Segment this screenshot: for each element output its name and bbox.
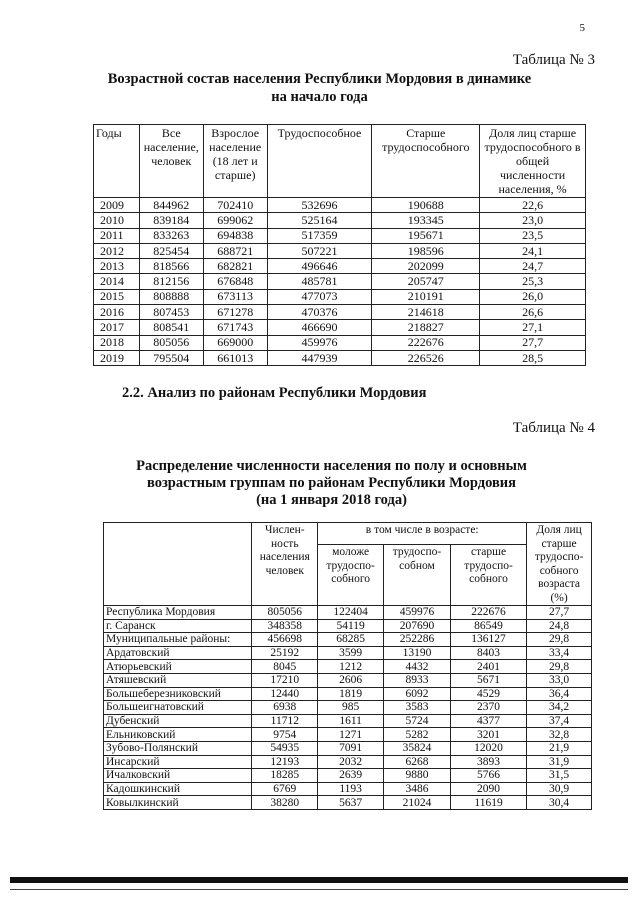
older-share-cell: 37,4 xyxy=(527,714,592,728)
older-age-cell: 3201 xyxy=(450,728,526,742)
table3 xyxy=(93,124,586,366)
older-share-cell: 31,9 xyxy=(527,755,592,769)
older-share-cell: 30,4 xyxy=(527,796,592,810)
older-age-cell: 12020 xyxy=(450,741,526,755)
district-name-cell: Ардатовский xyxy=(104,646,252,660)
older-age-cell: 193345 xyxy=(372,213,480,228)
older-age-cell: 4529 xyxy=(450,687,526,701)
table4-row xyxy=(104,633,592,647)
older-share-cell: 25,3 xyxy=(480,274,586,289)
table4-label: Таблица № 4 xyxy=(512,420,595,436)
older-age-cell: 226526 xyxy=(372,350,480,365)
older-age-cell: 11619 xyxy=(450,796,526,810)
table4-row xyxy=(104,796,592,810)
older-share-cell: 32,8 xyxy=(527,728,592,742)
total-population-cell: 833263 xyxy=(139,228,203,243)
older-age-cell: 5766 xyxy=(450,769,526,783)
population-cell: 6938 xyxy=(252,701,318,715)
district-name-cell: Ельниковский xyxy=(104,728,252,742)
table3-row xyxy=(94,305,586,320)
adult-population-cell: 699062 xyxy=(203,213,267,228)
district-name-cell: Кадошкинский xyxy=(104,782,252,796)
older-age-cell: 4377 xyxy=(450,714,526,728)
older-age-cell: 195671 xyxy=(372,228,480,243)
year-cell: 2018 xyxy=(94,335,140,350)
population-cell: 54935 xyxy=(252,741,318,755)
population-cell: 12440 xyxy=(252,687,318,701)
table4-row xyxy=(104,619,592,633)
table3-row xyxy=(94,213,586,228)
working-age-cell: 532696 xyxy=(267,198,372,213)
younger-age-cell: 985 xyxy=(318,701,384,715)
older-share-cell: 28,5 xyxy=(480,350,586,365)
working-age-cell: 477073 xyxy=(267,289,372,304)
older-age-cell: 190688 xyxy=(372,198,480,213)
total-population-cell: 808541 xyxy=(139,320,203,335)
older-share-cell: 29,8 xyxy=(527,660,592,674)
table4-title-line1: Распределение численности населения по полу и основным xyxy=(136,458,527,474)
table3-header-working: Трудоспособное xyxy=(267,125,372,198)
working-age-cell: 252286 xyxy=(384,633,451,647)
year-cell: 2014 xyxy=(94,274,140,289)
table3-row xyxy=(94,350,586,365)
working-age-cell: 35824 xyxy=(384,741,451,755)
table3-row xyxy=(94,243,586,258)
total-population-cell: 839184 xyxy=(139,213,203,228)
table4-header-share: Доля лиц старше трудоспо-собного возраста (%) xyxy=(527,523,592,606)
adult-population-cell: 676848 xyxy=(203,274,267,289)
page-number: 5 xyxy=(579,22,585,34)
table3-header-older: Старше трудоспособного xyxy=(372,125,480,198)
population-cell: 18285 xyxy=(252,769,318,783)
older-share-cell: 29,8 xyxy=(527,633,592,647)
adult-population-cell: 669000 xyxy=(203,335,267,350)
year-cell: 2013 xyxy=(94,259,140,274)
year-cell: 2017 xyxy=(94,320,140,335)
older-share-cell: 31,5 xyxy=(527,769,592,783)
district-name-cell: Атяшевский xyxy=(104,673,252,687)
older-age-cell: 136127 xyxy=(450,633,526,647)
younger-age-cell: 2032 xyxy=(318,755,384,769)
district-name-cell: Ковылкинский xyxy=(104,796,252,810)
district-name-cell: Муниципальные районы: xyxy=(104,633,252,647)
older-age-cell: 205747 xyxy=(372,274,480,289)
younger-age-cell: 54119 xyxy=(318,619,384,633)
population-cell: 805056 xyxy=(252,606,318,620)
older-age-cell: 198596 xyxy=(372,243,480,258)
table4-header-working: трудоспо-собном xyxy=(384,545,451,606)
population-cell: 11712 xyxy=(252,714,318,728)
older-share-cell: 24,1 xyxy=(480,243,586,258)
district-name-cell: Республика Мордовия xyxy=(104,606,252,620)
working-age-cell: 5724 xyxy=(384,714,451,728)
working-age-cell: 447939 xyxy=(267,350,372,365)
working-age-cell: 517359 xyxy=(267,228,372,243)
older-age-cell: 2090 xyxy=(450,782,526,796)
total-population-cell: 808888 xyxy=(139,289,203,304)
table3-title-line2: на начало года xyxy=(271,89,368,105)
working-age-cell: 459976 xyxy=(267,335,372,350)
older-share-cell: 33,0 xyxy=(527,673,592,687)
population-cell: 12193 xyxy=(252,755,318,769)
table4-header-name xyxy=(104,523,252,606)
working-age-cell: 3583 xyxy=(384,701,451,715)
working-age-cell: 496646 xyxy=(267,259,372,274)
year-cell: 2012 xyxy=(94,243,140,258)
table3-row xyxy=(94,320,586,335)
working-age-cell: 13190 xyxy=(384,646,451,660)
table3-body xyxy=(94,198,586,366)
younger-age-cell: 1271 xyxy=(318,728,384,742)
older-share-cell: 26,0 xyxy=(480,289,586,304)
population-cell: 348358 xyxy=(252,619,318,633)
table4-row xyxy=(104,728,592,742)
total-population-cell: 805056 xyxy=(139,335,203,350)
table3-row xyxy=(94,228,586,243)
total-population-cell: 818566 xyxy=(139,259,203,274)
district-name-cell: Большеигнатовский xyxy=(104,701,252,715)
older-share-cell: 23,0 xyxy=(480,213,586,228)
younger-age-cell: 1193 xyxy=(318,782,384,796)
older-age-cell: 2401 xyxy=(450,660,526,674)
year-cell: 2011 xyxy=(94,228,140,243)
population-cell: 17210 xyxy=(252,673,318,687)
older-age-cell: 222676 xyxy=(450,606,526,620)
population-cell: 6769 xyxy=(252,782,318,796)
younger-age-cell: 2639 xyxy=(318,769,384,783)
adult-population-cell: 671278 xyxy=(203,305,267,320)
older-age-cell: 222676 xyxy=(372,335,480,350)
younger-age-cell: 1212 xyxy=(318,660,384,674)
table4-row xyxy=(104,606,592,620)
older-share-cell: 24,8 xyxy=(527,619,592,633)
scan-edge-bar xyxy=(10,877,628,883)
table3-header-year: Годы xyxy=(94,125,140,198)
older-share-cell: 23,5 xyxy=(480,228,586,243)
population-cell: 456698 xyxy=(252,633,318,647)
older-share-cell: 21,9 xyxy=(527,741,592,755)
younger-age-cell: 5637 xyxy=(318,796,384,810)
older-age-cell: 214618 xyxy=(372,305,480,320)
district-name-cell: Зубово-Полянский xyxy=(104,741,252,755)
younger-age-cell: 1611 xyxy=(318,714,384,728)
scan-edge-line xyxy=(10,889,628,890)
adult-population-cell: 688721 xyxy=(203,243,267,258)
working-age-cell: 207690 xyxy=(384,619,451,633)
working-age-cell: 8933 xyxy=(384,673,451,687)
table4-row xyxy=(104,714,592,728)
older-share-cell: 30,9 xyxy=(527,782,592,796)
older-share-cell: 24,7 xyxy=(480,259,586,274)
table4-title-line3: (на 1 января 2018 года) xyxy=(256,492,407,508)
older-share-cell: 33,4 xyxy=(527,646,592,660)
adult-population-cell: 702410 xyxy=(203,198,267,213)
adult-population-cell: 673113 xyxy=(203,289,267,304)
table3-header-row xyxy=(94,125,586,198)
district-name-cell: Дубенский xyxy=(104,714,252,728)
table4-row xyxy=(104,741,592,755)
table3-header-share: Доля лиц старше трудоспособного в общей численности населения, % xyxy=(480,125,586,198)
table4-header-row1 xyxy=(104,523,592,545)
table4-header-younger: моложе трудоспо-собного xyxy=(318,545,384,606)
working-age-cell: 5282 xyxy=(384,728,451,742)
older-age-cell: 218827 xyxy=(372,320,480,335)
older-age-cell: 3893 xyxy=(450,755,526,769)
older-age-cell: 5671 xyxy=(450,673,526,687)
year-cell: 2019 xyxy=(94,350,140,365)
table4-row xyxy=(104,687,592,701)
district-name-cell: Большеберезниковский xyxy=(104,687,252,701)
working-age-cell: 507221 xyxy=(267,243,372,258)
population-cell: 8045 xyxy=(252,660,318,674)
year-cell: 2010 xyxy=(94,213,140,228)
working-age-cell: 525164 xyxy=(267,213,372,228)
table4-header-group: в том числе в возрасте: xyxy=(318,523,527,545)
table3-header-total: Все население, человек xyxy=(139,125,203,198)
district-name-cell: Ичалковский xyxy=(104,769,252,783)
table3-title-line1: Возрастной состав населения Республики Мордовия в динамике xyxy=(107,71,532,87)
table4-header-population: Числен-ность населения человек xyxy=(252,523,318,606)
table3-row xyxy=(94,335,586,350)
table4-title xyxy=(0,458,639,509)
population-cell: 38280 xyxy=(252,796,318,810)
year-cell: 2009 xyxy=(94,198,140,213)
older-age-cell: 202099 xyxy=(372,259,480,274)
working-age-cell: 485781 xyxy=(267,274,372,289)
table3-title xyxy=(0,70,639,106)
table3-row xyxy=(94,289,586,304)
district-name-cell: Атюрьевский xyxy=(104,660,252,674)
working-age-cell: 470376 xyxy=(267,305,372,320)
working-age-cell: 6092 xyxy=(384,687,451,701)
table4-row xyxy=(104,769,592,783)
table4-header-older: старше трудоспо-собного xyxy=(450,545,526,606)
working-age-cell: 466690 xyxy=(267,320,372,335)
total-population-cell: 812156 xyxy=(139,274,203,289)
older-share-cell: 27,1 xyxy=(480,320,586,335)
total-population-cell: 825454 xyxy=(139,243,203,258)
adult-population-cell: 682821 xyxy=(203,259,267,274)
table3-label: Таблица № 3 xyxy=(512,52,595,68)
total-population-cell: 844962 xyxy=(139,198,203,213)
older-age-cell: 2370 xyxy=(450,701,526,715)
table4-row xyxy=(104,755,592,769)
total-population-cell: 807453 xyxy=(139,305,203,320)
table4-row xyxy=(104,660,592,674)
table4-row xyxy=(104,673,592,687)
table3-header-adult: Взрослое население (18 лет и старше) xyxy=(203,125,267,198)
table3-row xyxy=(94,198,586,213)
year-cell: 2016 xyxy=(94,305,140,320)
total-population-cell: 795504 xyxy=(139,350,203,365)
younger-age-cell: 2606 xyxy=(318,673,384,687)
older-age-cell: 210191 xyxy=(372,289,480,304)
working-age-cell: 459976 xyxy=(384,606,451,620)
adult-population-cell: 661013 xyxy=(203,350,267,365)
younger-age-cell: 122404 xyxy=(318,606,384,620)
table4-title-line2: возрастным группам по районам Республики Мордовия xyxy=(147,475,516,491)
older-share-cell: 27,7 xyxy=(480,335,586,350)
older-share-cell: 27,7 xyxy=(527,606,592,620)
table4-body xyxy=(104,606,592,810)
older-share-cell: 26,6 xyxy=(480,305,586,320)
table3-row xyxy=(94,274,586,289)
table4 xyxy=(103,522,592,810)
table3-row xyxy=(94,259,586,274)
younger-age-cell: 68285 xyxy=(318,633,384,647)
working-age-cell: 3486 xyxy=(384,782,451,796)
adult-population-cell: 671743 xyxy=(203,320,267,335)
table4-row xyxy=(104,701,592,715)
younger-age-cell: 7091 xyxy=(318,741,384,755)
younger-age-cell: 1819 xyxy=(318,687,384,701)
older-age-cell: 8403 xyxy=(450,646,526,660)
younger-age-cell: 3599 xyxy=(318,646,384,660)
older-share-cell: 34,2 xyxy=(527,701,592,715)
population-cell: 9754 xyxy=(252,728,318,742)
district-name-cell: г. Саранск xyxy=(104,619,252,633)
older-share-cell: 22,6 xyxy=(480,198,586,213)
population-cell: 25192 xyxy=(252,646,318,660)
adult-population-cell: 694838 xyxy=(203,228,267,243)
section-heading: 2.2. Анализ по районам Республики Мордовия xyxy=(122,385,427,401)
table4-row xyxy=(104,646,592,660)
table4-row xyxy=(104,782,592,796)
older-age-cell: 86549 xyxy=(450,619,526,633)
working-age-cell: 9880 xyxy=(384,769,451,783)
older-share-cell: 36,4 xyxy=(527,687,592,701)
working-age-cell: 21024 xyxy=(384,796,451,810)
working-age-cell: 6268 xyxy=(384,755,451,769)
district-name-cell: Инсарский xyxy=(104,755,252,769)
working-age-cell: 4432 xyxy=(384,660,451,674)
year-cell: 2015 xyxy=(94,289,140,304)
